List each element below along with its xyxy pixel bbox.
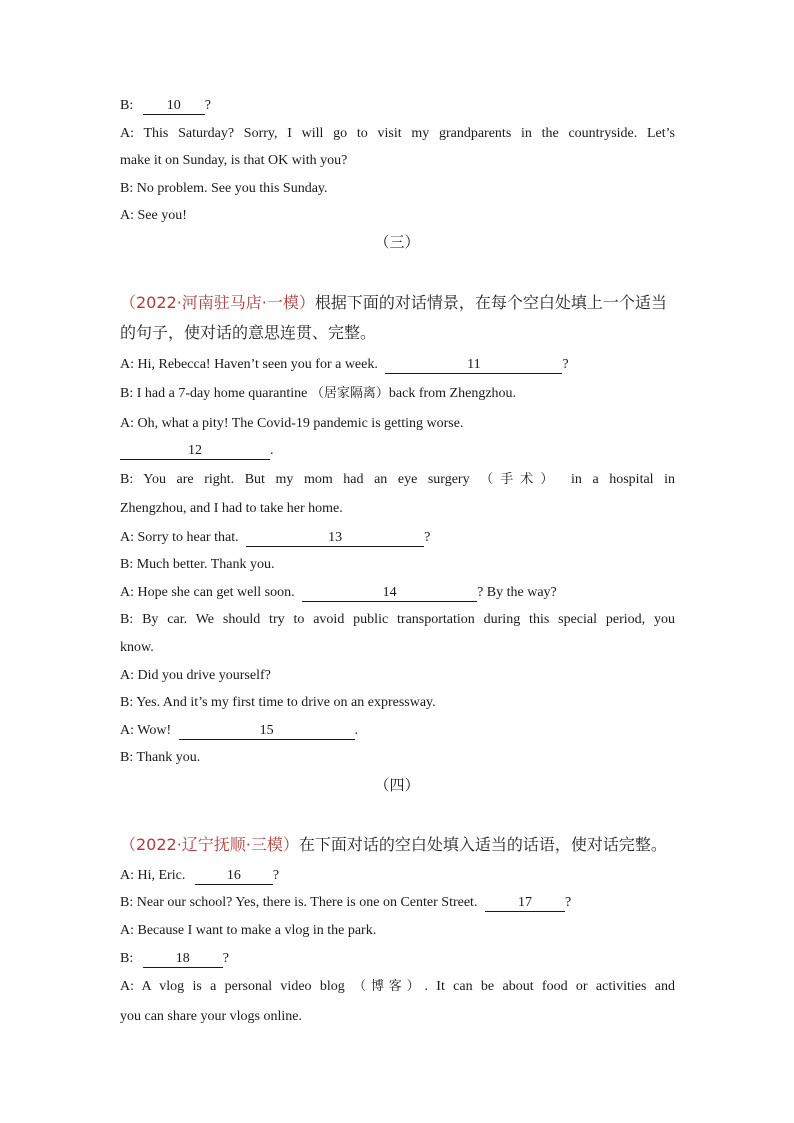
speaker-label: B: xyxy=(120,951,134,966)
dialogue-line xyxy=(120,866,675,886)
line-text: A: Sorry to hear that. xyxy=(120,530,239,545)
dialogue-line xyxy=(120,355,675,375)
punctuation: . xyxy=(354,723,359,738)
dialogue-line xyxy=(120,949,675,969)
dialogue-line: make it on Sunday, is that OK with you? xyxy=(120,153,348,168)
dialogue-line: B: Much better. Thank you. xyxy=(120,557,275,572)
dialogue-line xyxy=(120,583,675,603)
speaker-label: B: xyxy=(120,98,134,113)
dialogue-line xyxy=(120,470,675,490)
dialogue-line: B: Thank you. xyxy=(120,750,201,765)
dialogue-line: know. xyxy=(120,640,154,655)
dialogue-line xyxy=(120,384,675,404)
line-text: A: Hi, Rebecca! Haven’t seen you for a week. xyxy=(120,357,378,372)
line-text: A: Hi, Eric. xyxy=(120,868,186,883)
dialogue-line xyxy=(120,977,675,997)
line-text: A: Hope she can get well soon. xyxy=(120,585,295,600)
dialogue-line xyxy=(120,721,675,741)
instruction-text: 在下面对话的空白处填入适当的话语，使对话完整。 xyxy=(298,835,667,854)
answer-blank-18[interactable]: 18 xyxy=(143,951,223,968)
answer-blank-16[interactable]: 16 xyxy=(195,868,273,885)
dialogue-line xyxy=(120,528,675,548)
line-text: A: Wow! xyxy=(120,723,172,738)
dialogue-line: you can share your vlogs online. xyxy=(120,1009,302,1024)
punctuation: ? xyxy=(564,895,572,910)
punctuation: ? xyxy=(562,357,569,372)
line-text: B: You are right. But my mom had an eye surgery xyxy=(120,472,470,487)
line-text: in a hospital in xyxy=(571,472,676,487)
question-source: （2022·辽宁抚顺·三模） xyxy=(120,835,299,854)
answer-blank-10[interactable]: 10 xyxy=(143,98,205,115)
dialogue-line: A: Did you drive yourself? xyxy=(120,668,271,683)
answer-blank-15[interactable]: 15 xyxy=(179,723,355,740)
punctuation: ? xyxy=(272,868,280,883)
dialogue-line: B: No problem. See you this Sunday. xyxy=(120,181,328,196)
section-instruction: 的句子，使对话的意思连贯、完整。 xyxy=(120,323,377,342)
instruction-text: 根据下面的对话情景，在每个空白处填上一个适当 xyxy=(314,293,667,312)
dialogue-line: B: Yes. And it’s my first time to drive on an expressway. xyxy=(120,695,436,710)
line-text: A: A vlog is a personal video blog xyxy=(120,979,345,994)
dialogue-line: A: See you! xyxy=(120,208,187,223)
question-source: （2022·河南驻马店·一模） xyxy=(120,293,315,312)
punctuation: ? xyxy=(222,951,229,966)
chinese-gloss: （手术） xyxy=(480,472,561,487)
line-text: B: I had a 7-day home quarantine xyxy=(120,386,308,401)
dialogue-line: B: By car. We should try to avoid public transportation during this special period, you xyxy=(120,612,675,627)
answer-blank-13[interactable]: 13 xyxy=(246,530,424,547)
punctuation: ? By the way? xyxy=(477,585,557,600)
dialogue-line xyxy=(120,893,675,913)
punctuation: ? xyxy=(204,98,211,113)
chinese-gloss: （博客） xyxy=(353,979,425,994)
punctuation: . xyxy=(270,443,274,458)
dialogue-line: A: This Saturday? Sorry, I will go to visit my grandparents in the countryside. Let’s xyxy=(120,126,675,141)
section-heading-3: （三） xyxy=(374,235,420,251)
dialogue-line: A: Because I want to make a vlog in the park. xyxy=(120,923,377,938)
line-text: B: Near our school? Yes, there is. There is one on Center Street. xyxy=(120,895,478,910)
answer-blank-14[interactable]: 14 xyxy=(302,585,477,602)
chinese-gloss: （居家隔离） xyxy=(310,386,389,401)
dialogue-line: Zhengzhou, and I had to take her home. xyxy=(120,501,343,516)
dialogue-line xyxy=(120,441,675,461)
dialogue-line xyxy=(120,96,675,116)
line-text: back from Zhengzhou. xyxy=(388,386,517,401)
section-instruction xyxy=(120,834,675,856)
punctuation: ? xyxy=(424,530,431,545)
section-instruction xyxy=(120,292,675,314)
section-heading-4: （四） xyxy=(374,778,420,794)
answer-blank-12[interactable]: 12 xyxy=(120,443,270,460)
answer-blank-11[interactable]: 11 xyxy=(385,357,562,374)
dialogue-line: A: Oh, what a pity! The Covid-19 pandemic is getting worse. xyxy=(120,416,464,431)
line-text: . It can be about food or activities and xyxy=(424,979,675,994)
answer-blank-17[interactable]: 17 xyxy=(485,895,565,912)
